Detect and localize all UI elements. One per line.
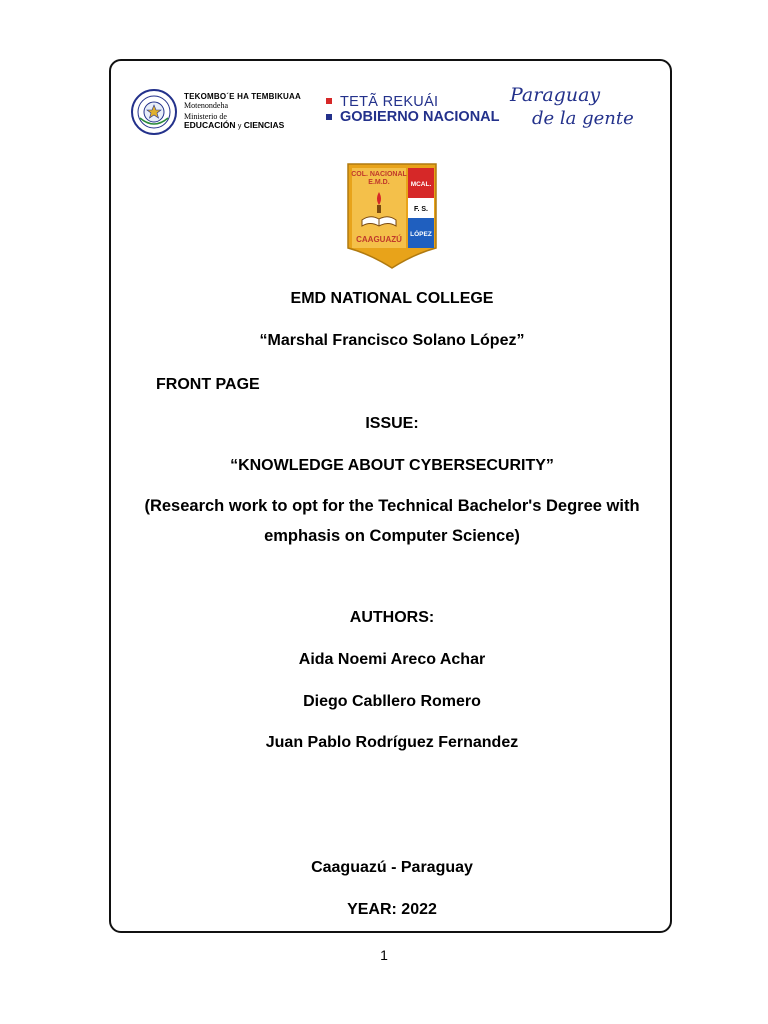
slogan-logo [510,84,650,134]
front-page-label: FRONT PAGE [156,376,260,393]
crest-name-line1: COL. NACIONAL [351,171,407,178]
ministry-line2: Motenondeha [184,101,228,110]
ministry-line1: TEKOMBO´E HA TEMBIKUAA [184,92,301,101]
ministry-line3: Ministerio de [184,112,227,121]
slogan-line2: de la gente [532,108,634,129]
author-name: Aida Noemi Areco Achar [298,651,486,668]
author-name: Juan Pablo Rodríguez Fernandez [265,734,519,751]
national-seal-icon [130,88,178,136]
crest-city: CAAGUAZÚ [356,235,402,244]
year: YEAR: 2022 [347,901,437,918]
slogan-line1: Paraguay [510,84,601,106]
college-crest-icon [344,162,440,270]
blue-square-icon [326,114,332,120]
subtitle-line1: (Research work to opt for the Technical Bachelor's Degree with [144,497,640,515]
crest-band-mid: F. S. [413,206,429,213]
crest-band-top: MCAL. [410,181,432,188]
ministry-line4 [184,121,301,131]
government-line1: TETÃ REKUÁI [340,94,439,110]
red-square-icon [326,98,332,104]
ministry-logo [130,86,330,142]
ministry-education: EDUCACIÓN [184,120,236,130]
subtitle-line2: emphasis on Computer Science) [264,527,520,545]
location: Caaguazú - Paraguay [311,859,473,876]
issue-label: ISSUE: [365,415,419,432]
ministry-connector: y [237,123,242,130]
college-patron: “Marshal Francisco Solano López” [259,332,525,349]
page-number: 1 [380,947,388,963]
document-title: “KNOWLEDGE ABOUT CYBERSECURITY” [230,457,554,474]
header-logos [130,84,650,144]
ministry-sciences: CIENCIAS [243,120,285,130]
author-name: Diego Cabllero Romero [303,693,481,710]
government-line2: GOBIERNO NACIONAL [340,109,500,125]
crest-band-bottom: LÓPEZ [410,231,432,238]
ministry-text [184,92,301,131]
college-name: EMD NATIONAL COLLEGE [290,290,494,307]
government-logo [326,94,516,134]
crest-name-line2: E.M.D. [368,179,390,186]
authors-label: AUTHORS: [349,609,435,626]
